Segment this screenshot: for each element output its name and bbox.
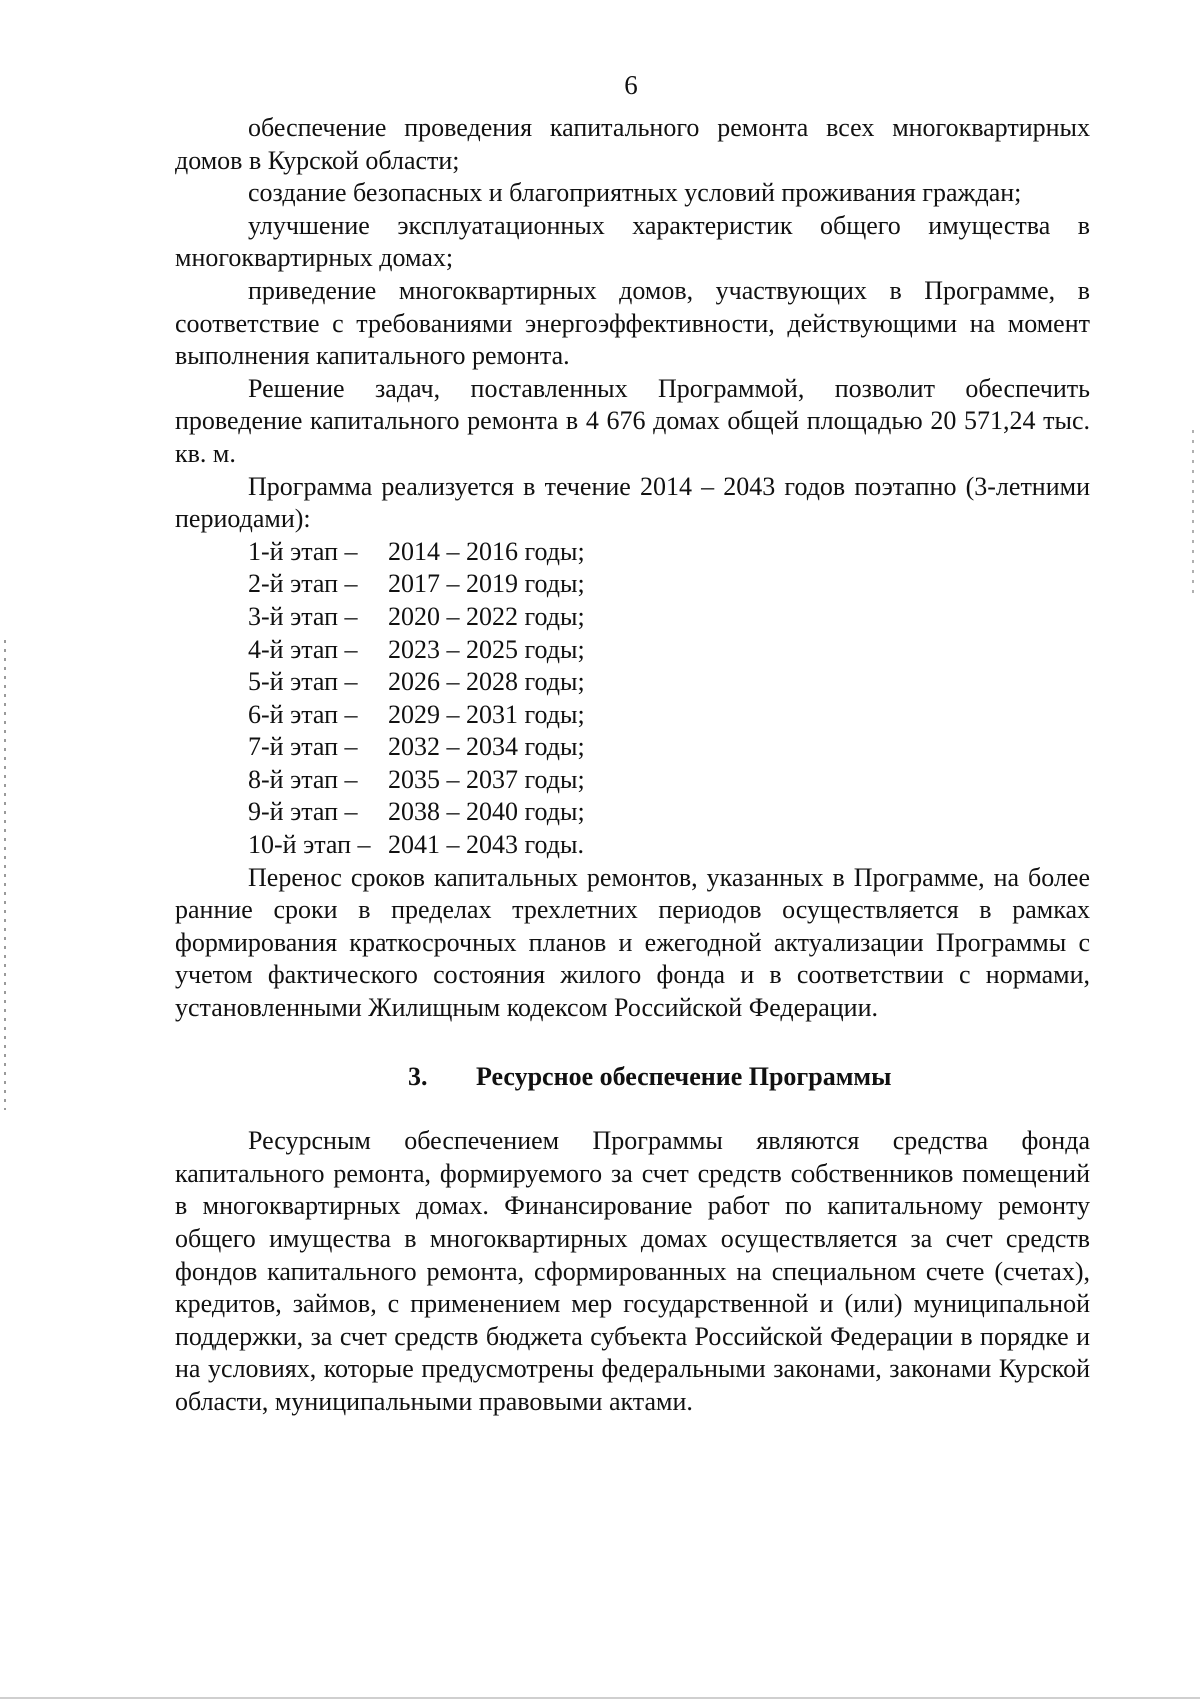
paragraph-goal-safe-conditions: создание безопасных и благоприятных условий проживания граждан; [248, 178, 1022, 208]
page-bottom-edge [0, 1697, 1200, 1699]
stage-label: 7-й этап – [248, 732, 358, 762]
page-number: 6 [624, 70, 638, 100]
stage-period: 2014 – 2016 годы; [388, 536, 585, 566]
list-item [175, 699, 1090, 732]
stage-period: 2023 – 2025 годы; [388, 634, 585, 664]
list-item [175, 731, 1090, 764]
paragraph-program-period: Программа реализуется в течение 2014 – 2043 годов поэтапно (3-летними периодами): [175, 471, 1090, 534]
stage-period: 2038 – 2040 годы; [388, 797, 585, 827]
scan-edge-marks-right [1192, 430, 1194, 600]
section-heading [175, 1061, 1090, 1094]
stage-period: 2041 – 2043 годы. [388, 830, 584, 860]
list-item [175, 666, 1090, 699]
paragraph-tasks-result: Решение задач, поставленных Программой, позволит обеспечить проведение капитального ремонта в 4 676 домах общей площадью 20 571,24 тыс. кв. м. [175, 373, 1090, 468]
scan-edge-marks-left [4, 640, 6, 1110]
paragraph-schedule-transfer: Перенос сроков капитальных ремонтов, указанных в Программе, на более ранние сроки в пределах трехлетних периодов осуществляется в рамках формирования краткосрочных планов и ежегодной актуализации Программы с учетом фактического состояния жилого фонда и в соответствии с нормами, установленными Жилищным кодексом Российской Федерации. [175, 862, 1090, 1023]
stages-list [175, 536, 1090, 862]
stage-label: 4-й этап – [248, 634, 358, 664]
document-body [175, 112, 1090, 1419]
paragraph-goal-capital-repair: обеспечение проведения капитального ремонта всех многоквартирных домов в Курской области; [175, 113, 1090, 175]
stage-period: 2029 – 2031 годы; [388, 699, 585, 729]
section-title: Ресурсное обеспечение Программы [476, 1061, 892, 1091]
paragraph-goal-improve-characteristics: улучшение эксплуатационных характеристик общего имущества в многоквартирных домах; [175, 210, 1090, 273]
stage-period: 2035 – 2037 годы; [388, 764, 585, 794]
stage-label: 1-й этап – [248, 536, 358, 566]
stage-label: 10-й этап – [248, 830, 371, 860]
stage-label: 6-й этап – [248, 699, 358, 729]
stage-label: 2-й этап – [248, 569, 358, 599]
list-item [175, 634, 1090, 667]
list-item [175, 829, 1090, 862]
stage-label: 9-й этап – [248, 797, 358, 827]
stage-period: 2020 – 2022 годы; [388, 601, 585, 631]
stage-label: 3-й этап – [248, 601, 358, 631]
list-item [175, 568, 1090, 601]
stage-label: 8-й этап – [248, 764, 358, 794]
list-item [175, 601, 1090, 634]
paragraph-resource-provision: Ресурсным обеспечением Программы являются средства фонда капитального ремонта, формируемого за счет средств собственников помещений в многоквартирных домах. Финансирование работ по капитальному ремонту общего имущества в многоквартирных домах осуществляется за счет средств фондов капитального ремонта, сформированных на специальном счете (счетах), кредитов, займов, с применением мер государственной и (или) муниципальной поддержки, за счет средств бюджета субъекта Российской Федерации в порядке и на условиях, которые предусмотрены федеральными законами, законами Курской области, муниципальными правовыми актами. [175, 1126, 1090, 1416]
stage-period: 2017 – 2019 годы; [388, 569, 585, 599]
stage-period: 2032 – 2034 годы; [388, 732, 585, 762]
list-item [175, 796, 1090, 829]
stage-period: 2026 – 2028 годы; [388, 667, 585, 697]
paragraph-goal-energy-efficiency: приведение многоквартирных домов, участвующих в Программе, в соответствие с требованиями энергоэффективности, действующими на момент выполнения капитального ремонта. [175, 275, 1090, 371]
list-item [175, 536, 1090, 569]
stage-label: 5-й этап – [248, 667, 358, 697]
section-number: 3. [408, 1061, 428, 1091]
list-item [175, 764, 1090, 797]
